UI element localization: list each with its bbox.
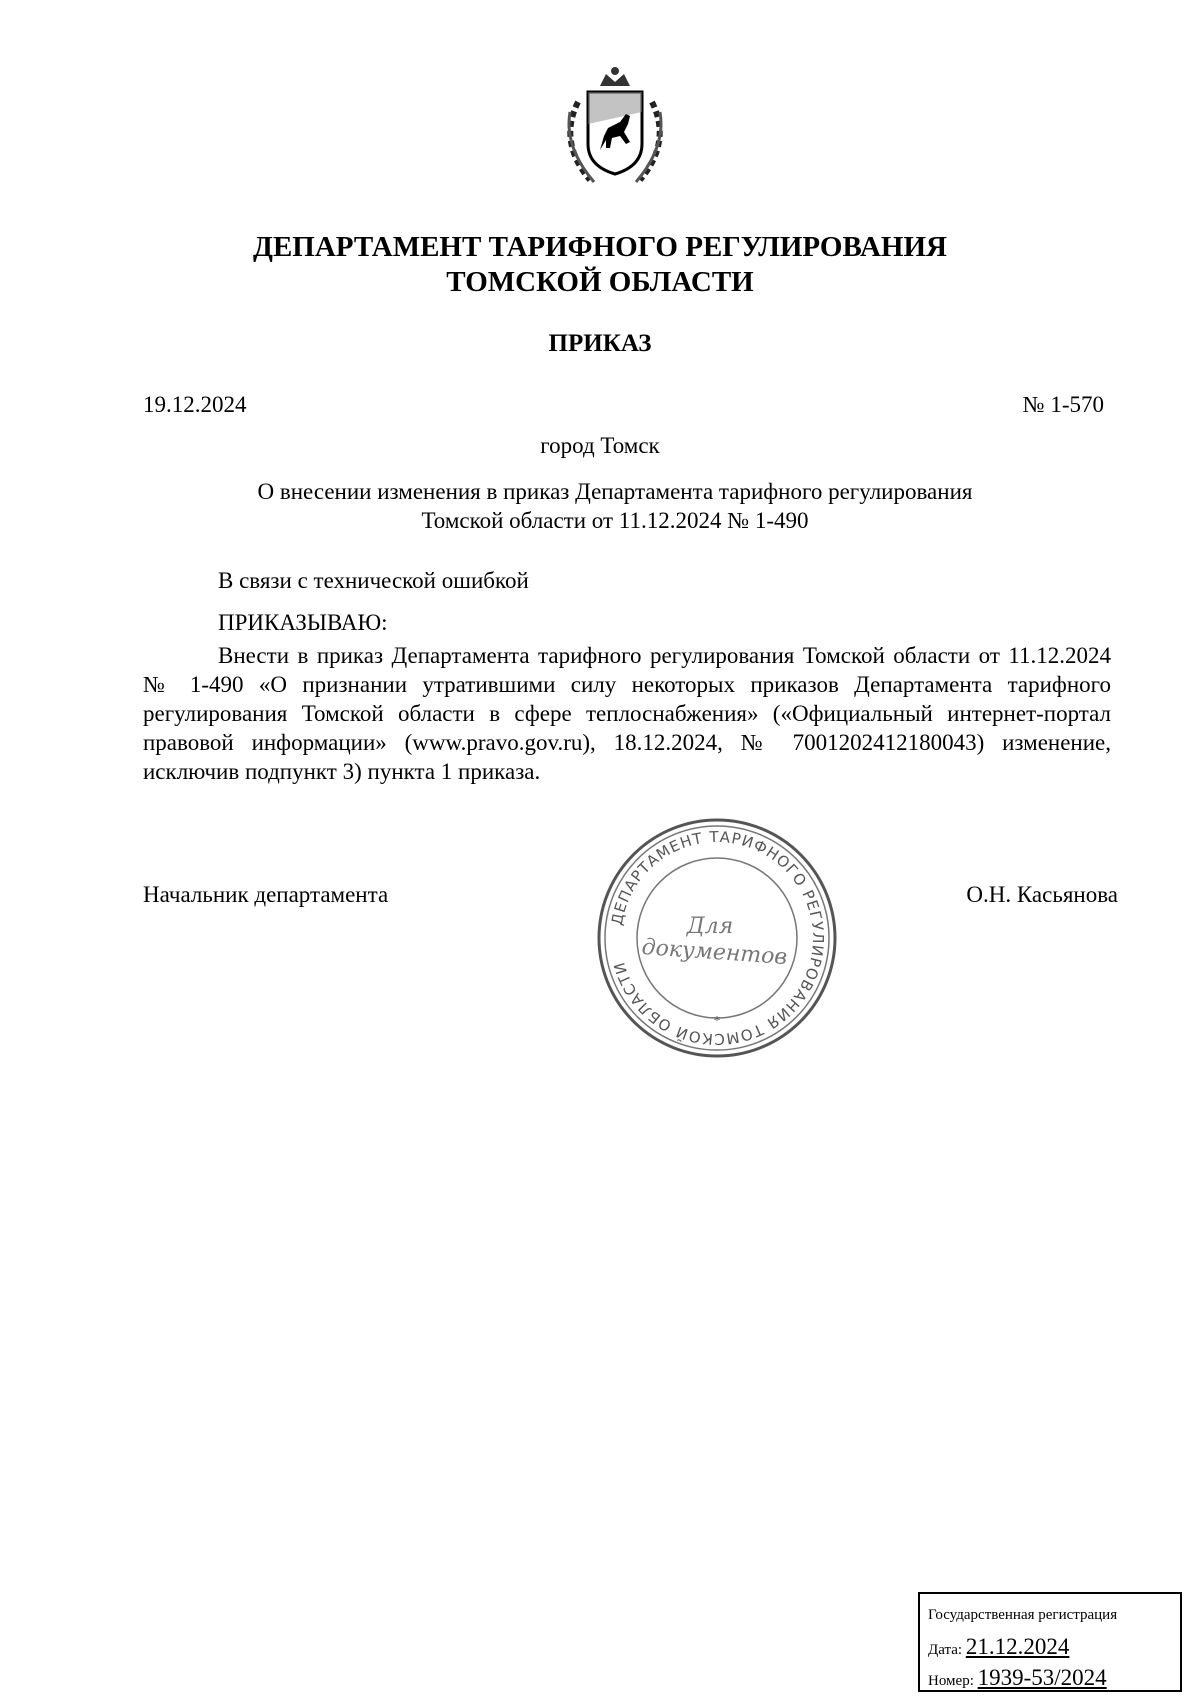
organization-name: [0, 230, 1200, 300]
document-date: 19.12.2024: [143, 392, 247, 417]
registration-date-row: [928, 1631, 1174, 1666]
basis-text: В связи с технической ошибкой: [218, 568, 529, 593]
document-subject: [190, 477, 1040, 535]
body-paragraph: Внести в приказ Департамента тарифного регулирования Томской области от 11.12.2024 № 1-490 «О признании утратившими силу некоторых приказов Департамента тарифного регулирования Томской области в сфере теплоснабжения» («Официальный интернет-портал правовой информации» (www.pravo.gov.ru), 18.12.2024, № 7001202412180043) изменение, исключив подпункт 3) пункта 1 приказа.: [143, 643, 1111, 784]
registration-number-row: [928, 1662, 1174, 1697]
document-city: город Томск: [540, 433, 660, 458]
stamp-center-line-2: документов: [640, 934, 789, 971]
coat-of-arms-icon: [550, 62, 680, 192]
registration-date-value: 21.12.2024: [965, 1634, 1070, 1659]
registration-box: [918, 1592, 1182, 1692]
svg-text:*: *: [713, 1014, 721, 1029]
stamp-center-line-1: Для: [686, 914, 734, 939]
signatory-position: Начальник департамента: [143, 882, 389, 907]
registration-date-label: Дата:: [928, 1642, 963, 1658]
document-number: № 1-570: [1022, 392, 1104, 417]
document-type: ПРИКАЗ: [548, 330, 652, 357]
official-stamp: [592, 813, 842, 1063]
registration-title: Государственная регистрация: [928, 1607, 1118, 1623]
signatory-name: О.Н. Касьянова: [966, 882, 1118, 907]
organization-line-2: ТОМСКОЙ ОБЛАСТИ: [446, 266, 754, 298]
subject-line-1: О внесении изменения в приказ Департамента тарифного регулирования: [257, 479, 973, 504]
orders-heading: ПРИКАЗЫВАЮ:: [218, 610, 388, 635]
registration-number-value: 1939-53/2024: [977, 1665, 1107, 1690]
subject-line-2: Томской области от 11.12.2024 № 1-490: [421, 508, 809, 533]
registration-number-label: Номер:: [928, 1673, 974, 1689]
stamp-ring-text: ДЕПАРТАМЕНТ ТАРИФНОГО РЕГУЛИРОВАНИЯ ТОМСКОЙ ОБЛАСТИ: [607, 827, 828, 1049]
organization-line-1: ДЕПАРТАМЕНТ ТАРИФНОГО РЕГУЛИРОВАНИЯ: [253, 231, 947, 263]
